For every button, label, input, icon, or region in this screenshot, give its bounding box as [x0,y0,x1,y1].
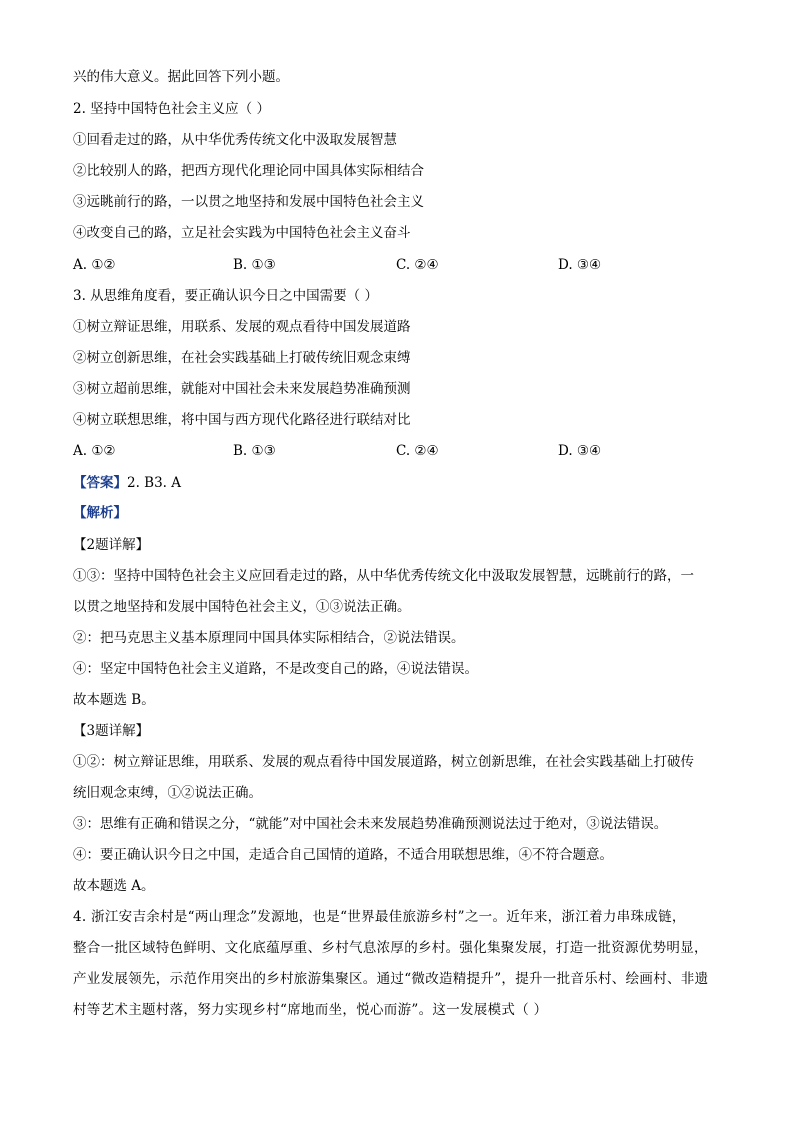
question-2-statement-3: ③远眺前行的路，一以贯之地坚持和发展中国特色社会主义 [73,194,424,210]
question-3-statement-1: ①树立辩证思维，用联系、发展的观点看待中国发展道路 [73,319,411,335]
question-4-line-1: 4. 浙江安吉余村是“两山理念”发源地，也是“世界最佳旅游乡村”之一。近年来，浙江着力串珠成链， [73,909,686,925]
question-4-line-4: 村等艺术主题村落，努力实现乡村“席地而坐，悦心而游”。这一发展模式（ ） [73,1002,548,1018]
answer-text: 2. B3. A [127,475,182,491]
detail-2-line-1: ①③：坚持中国特色社会主义应回看走过的路，从中华优秀传统文化中汲取发展智慧，远眺前行的路，一 [73,568,694,584]
question-2-statement-4: ④改变自己的路，立足社会实践为中国特色社会主义奋斗 [73,225,411,241]
question-2-option-d: D. ③④ [558,257,602,273]
detail-2-conclusion: 故本题选 B。 [73,692,155,708]
question-3-option-b: B. ①③ [233,443,276,459]
detail-3-title: 【3题详解】 [73,723,150,739]
question-2-statement-2: ②比较别人的路，把西方现代化理论同中国具体实际相结合 [73,163,424,179]
detail-3-line-2: 统旧观念束缚，①②说法正确。 [73,785,262,801]
analysis-heading [73,503,127,523]
question-3-statement-4: ④树立联想思维，将中国与西方现代化路径进行联结对比 [73,412,411,428]
question-2-option-a: A. ①② [73,257,116,273]
answer-tag: 【答案】 [73,475,127,491]
detail-2-title: 【2题详解】 [73,537,150,553]
question-3-option-a: A. ①② [73,443,116,459]
question-4-line-3: 产业发展领先，示范作用突出的乡村旅游集聚区。通过“微改造精提升”，提升一批音乐村、绘画村、非遗 [73,971,709,987]
detail-2-line-3: ②：把马克思主义基本原理同中国具体实际相结合，②说法错误。 [73,630,465,646]
question-3-statement-2: ②树立创新思维，在社会实践基础上打破传统旧观念束缚 [73,350,411,366]
answer-line [73,473,181,493]
question-3-stem: 3. 从思维角度看，要正确认识今日之中国需要（ ） [73,288,378,304]
analysis-tag: 【解析】 [73,505,127,521]
detail-2-line-4: ④：坚定中国特色社会主义道路，不是改变自己的路，④说法错误。 [73,661,478,677]
question-3-statement-3: ③树立超前思维，就能对中国社会未来发展趋势准确预测 [73,381,411,397]
intro-tail-line: 兴的伟大意义。据此回答下列小题。 [73,69,289,85]
detail-3-line-1: ①②：树立辩证思维，用联系、发展的观点看待中国发展道路，树立创新思维，在社会实践基础上打破传 [73,754,694,770]
question-3-option-d: D. ③④ [558,443,602,459]
detail-3-line-4: ④：要正确认识今日之中国，走适合自己国情的道路，不适合用联想思维，④不符合题意。 [73,847,613,863]
question-2-statement-1: ①回看走过的路，从中华优秀传统文化中汲取发展智慧 [73,132,397,148]
detail-3-line-3: ③：思维有正确和错误之分，“就能”对中国社会未来发展趋势准确预测说法过于绝对，③说法错误。 [73,816,668,832]
question-2-option-b: B. ①③ [233,257,276,273]
detail-2-line-2: 以贯之地坚持和发展中国特色社会主义，①③说法正确。 [73,599,411,615]
question-2-stem: 2. 坚持中国特色社会主义应（ ） [73,101,270,117]
question-3-option-c: C. ②④ [396,443,439,459]
detail-3-conclusion: 故本题选 A。 [73,878,155,894]
question-2-option-c: C. ②④ [396,257,439,273]
question-4-line-2: 整合一批区域特色鲜明、文化底蕴厚重、乡村气息浓厚的乡村。强化集聚发展，打造一批资源优势明显， [73,940,708,956]
